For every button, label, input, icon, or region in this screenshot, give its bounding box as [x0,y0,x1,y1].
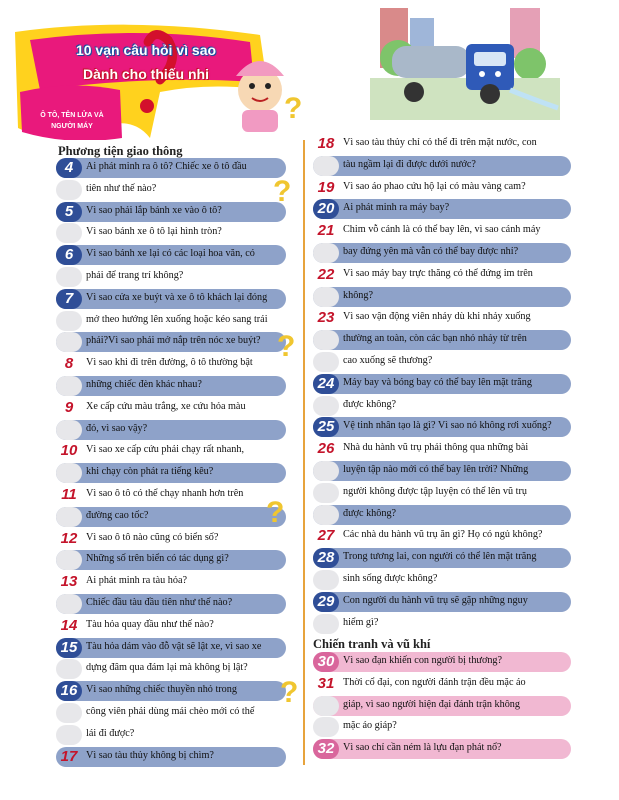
question-number: 20 [313,199,339,219]
section-heading-transport: Phương tiện giao thông [58,144,183,158]
question-row [56,398,286,418]
question-number: 5 [56,202,82,222]
question-row [56,354,286,374]
question-row [313,308,571,328]
question-text: thường an toàn, còn các bạn nhỏ nhảy từ trên [343,333,527,345]
question-number: 10 [60,442,78,460]
question-number [313,352,339,372]
question-number: 28 [313,548,339,568]
question-text: Ai phát minh ra máy bay? [343,202,450,214]
question-text: Vì sao áo phao cứu hộ lại có màu vàng cam? [343,180,526,192]
question-number [313,696,339,716]
question-text: luyện tập nào mới có thể bay lên trời? Những [343,464,529,475]
question-number [313,614,339,634]
question-text: Ai phát minh ra tàu hỏa? [86,575,187,587]
question-number [313,156,339,176]
question-number [56,550,82,570]
question-row [56,725,286,745]
question-row [313,439,571,459]
question-text: Thời cổ đại, con người đánh trận đều mặc áo [343,676,526,688]
question-row [313,330,571,350]
question-row [56,463,286,483]
question-row [56,703,286,723]
water-truck-illustration [370,8,560,120]
question-number [56,223,82,243]
question-text: Xe cấp cứu màu trắng, xe cứu hỏa màu [86,400,246,412]
question-number: 13 [60,573,78,591]
question-row [56,638,286,658]
question-row [313,221,571,241]
question-row [313,178,571,198]
question-text: không? [343,289,373,301]
question-text: đỏ, vì sao vậy? [86,422,148,434]
question-text: Vì sao ô tô nào cũng có biển số? [86,531,219,543]
question-text: Những số trên biển có tác dụng gì? [86,553,229,565]
question-number: 9 [64,398,74,416]
question-text: khi chạy còn phát ra tiếng kêu? [86,466,214,478]
question-text: hiểm gì? [343,616,379,628]
question-number [313,243,339,263]
question-row [313,396,571,416]
question-text: Máy bay và bóng bay có thể bay lên mặt trăng [343,376,532,388]
question-text: giáp, vì sao người hiện đại đánh trận không [343,698,520,710]
question-number [56,594,82,614]
question-row [313,674,571,694]
question-number [313,461,339,481]
question-text: đường cao tốc? [86,509,149,521]
question-text: tiên như thế nào? [86,182,157,194]
question-number: 8 [64,355,74,373]
question-text: Vì sao tàu thủy không bị chìm? [86,749,214,761]
question-row [313,243,571,263]
question-row [56,311,286,331]
question-mark-icon: ? [284,92,303,125]
question-number [56,507,82,527]
question-mark-icon: ? [266,496,285,529]
question-row [56,289,286,309]
question-number [56,267,82,287]
question-number [56,420,82,440]
question-row [313,417,571,437]
question-row [56,550,286,570]
question-row [313,717,571,737]
question-text: Chim vỗ cánh là có thể bay lên, vì sao cánh máy [343,224,541,236]
question-text: sinh sống được không? [343,573,438,584]
question-number: 31 [317,674,335,692]
question-row [313,696,571,716]
question-row [56,659,286,679]
question-text: Vì sao vận động viên nhảy dù khi nhảy xuống [343,311,531,323]
question-row [56,441,286,461]
question-row [56,529,286,549]
question-row [56,616,286,636]
section-heading-war: Chiến tranh và vũ khí [313,637,431,651]
question-text: cao xuống sẽ thương? [343,355,433,366]
question-text: Vì sao ô tô có thể chạy nhanh hơn trên [86,488,244,499]
question-number [56,180,82,200]
question-row [313,134,571,154]
question-text: bay đứng yên mà vẫn có thể bay được nhỉ? [343,246,519,257]
question-row [313,652,571,672]
question-text: Con người du hành vũ trụ sẽ gặp những nguy [343,594,528,606]
question-text: những chiếc đèn khác nhau? [86,379,202,390]
question-number: 29 [313,592,339,612]
question-row [56,158,286,178]
question-number [313,287,339,307]
question-number [56,703,82,723]
question-number: 27 [317,527,335,545]
question-number: 32 [313,739,339,759]
question-text: mở theo hướng lên xuống hoặc kéo sang trái [86,313,268,325]
question-row [56,332,286,352]
question-row [313,505,571,525]
question-row [56,507,286,527]
question-row [313,548,571,568]
banner-title: 10 vạn câu hỏi vì sao [75,42,217,58]
question-number: 23 [317,309,335,327]
question-number: 24 [313,374,339,394]
question-number: 6 [56,245,82,265]
question-row [56,202,286,222]
question-number: 25 [313,417,339,437]
question-text: Vì sao bánh xe lại có các loại hoa văn, có [86,248,255,260]
question-number: 30 [313,652,339,672]
question-row [313,374,571,394]
question-text: tàu ngầm lại đi được dưới nước? [343,158,476,170]
question-text: Vì sao máy bay trực thăng có thể đứng im trên [343,267,533,279]
question-number: 21 [317,222,335,240]
question-row [313,592,571,612]
question-number: 18 [317,135,335,152]
question-row [313,199,571,219]
question-text: người không được tập luyện có thể lên vũ trụ [343,485,527,497]
question-number: 19 [317,178,335,196]
question-row [313,352,571,372]
title-banner [10,20,303,140]
question-row [313,614,571,634]
column-divider [303,140,305,765]
question-text: Trong tương lai, con người có thể lên mặt trăng [343,551,537,563]
question-number: 7 [56,289,82,309]
question-row [313,156,571,176]
question-number: 14 [60,616,78,634]
question-number: 16 [56,681,82,701]
question-mark-icon: ? [277,330,296,363]
question-text: Tàu hỏa dám vào đỗ vật sẽ lật xe, vì sao xe [86,640,262,652]
question-row [313,483,571,503]
question-text: Nhà du hành vũ trụ phải thông qua những bài [343,442,529,454]
question-text: Ai phát minh ra ô tô? Chiếc xe ô tô đầu [86,161,247,172]
question-number: 17 [60,747,78,765]
question-text: công viên phải dùng mái chèo mới có thể [86,706,255,717]
question-number: 4 [56,158,82,178]
question-text: Chiếc đầu tàu đầu tiên như thế nào? [86,597,233,608]
question-row [313,570,571,590]
question-text: Vì sao tàu thủy chỉ có thể đi trên mặt nước, con [343,137,537,148]
question-text: được không? [343,398,397,410]
question-row [56,572,286,592]
question-text: phải để trang trí không? [86,270,184,281]
banner-tag-line1: Ô TÔ, TÊN LỬA VÀ [40,112,104,119]
question-number [313,570,339,590]
question-number [313,396,339,416]
question-row [56,223,286,243]
question-number [56,725,82,745]
question-text: lái đi được? [86,727,135,739]
question-number: 22 [317,265,335,283]
question-row [56,267,286,287]
question-row [56,180,286,200]
question-text: phải?Vì sao phải mở nắp trên nóc xe buýt? [86,335,261,347]
question-number [313,505,339,525]
question-number [56,463,82,483]
question-text: Vì sao khi đi trên đường, ô tô thường bật [86,357,253,369]
banner-tag-line2: NGƯỜI MÁY [51,123,93,130]
question-text: Vì sao bánh xe ô tô lại hình tròn? [86,226,222,238]
question-mark-icon: ? [273,175,292,208]
question-number [313,330,339,350]
question-text: Vì sao những chiếc thuyền nhỏ trong [86,684,237,696]
question-number [313,483,339,503]
question-text: mặc áo giáp? [343,720,397,732]
question-row [313,526,571,546]
question-number [313,717,339,737]
question-row [313,287,571,307]
banner-subtitle: Dành cho thiếu nhi [83,66,209,82]
question-number: 11 [61,486,77,503]
question-row [56,485,286,505]
question-row [313,739,571,759]
question-row [56,420,286,440]
question-text: dựng đâm qua đám lại mà không bị lật? [86,662,248,674]
question-number [56,376,82,396]
question-number: 12 [60,529,78,547]
question-number: 26 [317,440,335,458]
question-text: Vì sao cửa xe buýt và xe ô tô khách lại đóng [86,291,268,303]
question-text: Tàu hỏa quay đầu như thế nào? [86,618,214,630]
question-number [56,311,82,331]
question-row [313,461,571,481]
question-text: Các nhà du hành vũ trụ ăn gì? Họ có ngủ không? [343,529,543,541]
question-row [56,245,286,265]
question-text: Vệ tinh nhân tạo là gì? Vì sao nó không rơi xuống? [343,420,552,432]
banner-tag [22,110,122,132]
question-number: 15 [56,638,82,658]
question-number [56,659,82,679]
question-row [56,594,286,614]
question-text: được không? [343,507,397,519]
question-text: Vì sao xe cấp cứu phải chạy rất nhanh, [86,444,244,456]
question-row [313,265,571,285]
question-text: Vì sao phải lắp bánh xe vào ô tô? [86,204,222,216]
question-mark-icon: ? [280,676,299,709]
question-number [56,332,82,352]
question-text: Vì sao đạn khiến con người bị thương? [343,655,503,666]
question-text: Vì sao chỉ cần ném là lựu đạn phát nổ? [343,742,502,754]
question-row [56,376,286,396]
question-row [56,747,286,767]
question-row [56,681,286,701]
